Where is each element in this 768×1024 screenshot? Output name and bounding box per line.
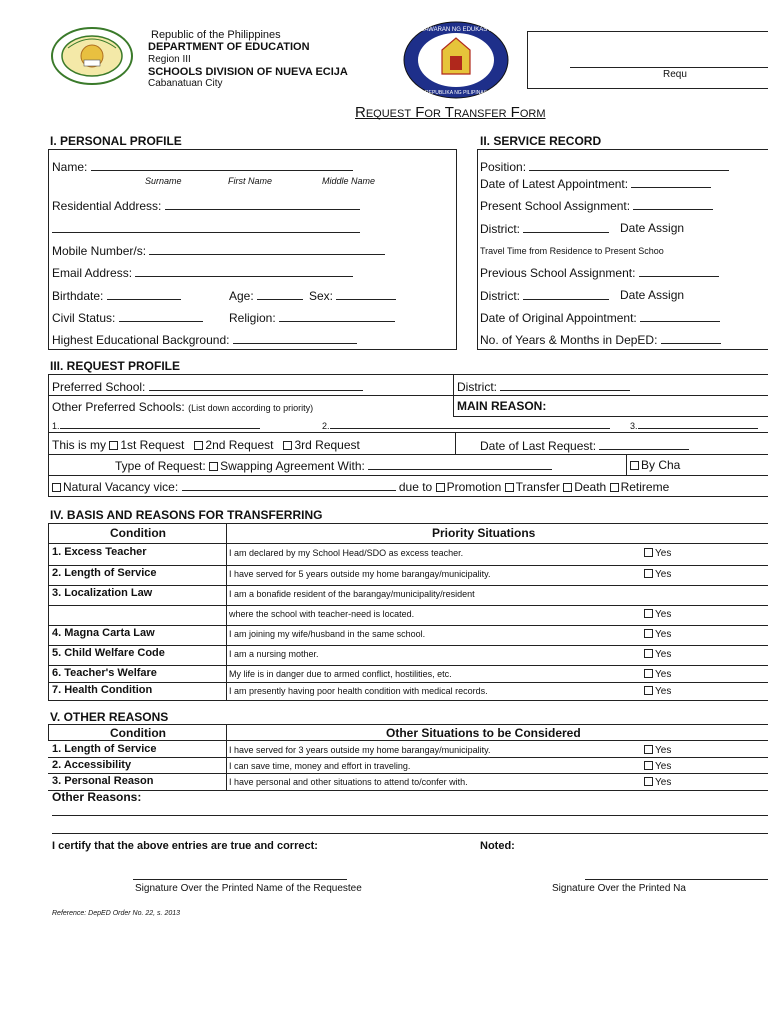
education-field[interactable] xyxy=(233,332,357,344)
other-col-situations: Other Situations to be Considered xyxy=(386,726,581,740)
other-row-row-divider xyxy=(48,773,768,774)
basis-row-condition: 1. Excess Teacher xyxy=(52,546,147,558)
other-row-row-divider xyxy=(48,790,768,791)
other-row-yes-label: Yes xyxy=(655,745,672,756)
latest-appointment-label: Date of Latest Appointment: xyxy=(480,176,711,191)
reference-note: Reference: DepED Order No. 22, s. 2013 xyxy=(52,910,181,917)
travel-time-label: Travel Time from Residence to Present Schoo xyxy=(480,246,664,256)
other-row-situation: I have served for 3 years outside my home barangay/municipality. xyxy=(229,745,491,755)
noted-signature-line[interactable] xyxy=(585,879,768,880)
basis-row-row-divider xyxy=(48,585,768,586)
basis-row-yes-label: Yes xyxy=(655,569,672,580)
basis-row-situation: I am a bonafide resident of the barangay/municipality/resident xyxy=(229,589,475,599)
basis-row-situation: I am a nursing mother. xyxy=(229,649,319,659)
previous-school-field[interactable] xyxy=(639,265,719,277)
service-record-heading: II. SERVICE RECORD xyxy=(480,134,602,148)
preferred-school-label: Preferred School: xyxy=(52,379,363,394)
preferred-school-field[interactable] xyxy=(149,379,363,391)
basis-row-row-divider xyxy=(48,565,768,566)
other-row-condition: 2. Accessibility xyxy=(52,759,132,771)
death-checkbox[interactable] xyxy=(563,483,572,492)
district-label: District: xyxy=(480,221,609,236)
other-reasons-line-2[interactable] xyxy=(52,833,768,834)
basis-row-yes-label: Yes xyxy=(655,609,672,620)
basis-row-condition: 2. Length of Service xyxy=(52,567,157,579)
basis-row-row-divider xyxy=(48,625,768,626)
other-col-condition: Condition xyxy=(110,726,166,740)
header-department: DEPARTMENT OF EDUCATION xyxy=(148,41,310,53)
basis-row-yes-option[interactable] xyxy=(644,548,671,559)
basis-row-yes-option[interactable] xyxy=(644,669,671,680)
basis-row-yes-checkbox[interactable] xyxy=(644,569,653,578)
basis-row-yes-label: Yes xyxy=(655,548,672,559)
basis-row-yes-checkbox[interactable] xyxy=(644,609,653,618)
middle-name-caption: Middle Name xyxy=(322,176,376,186)
religion-label: Religion: xyxy=(229,310,395,325)
other-row-yes-checkbox[interactable] xyxy=(644,777,653,786)
header-region: Region III xyxy=(148,54,191,65)
vacancy-checkbox[interactable] xyxy=(52,483,61,492)
seal-top-text: KAGAWARAN NG EDUKASYON xyxy=(411,27,501,33)
name-label: Name: xyxy=(52,159,353,174)
basis-row-yes-option[interactable] xyxy=(644,686,671,697)
header-republic: Republic of the Philippines xyxy=(151,29,281,41)
last-request-label: Date of Last Request: xyxy=(480,438,689,453)
other-row-situation: I can save time, money and effort in traveling. xyxy=(229,761,411,771)
district-field[interactable] xyxy=(523,221,609,233)
years-in-deped-label: No. of Years & Months in DepED: xyxy=(480,332,721,347)
basis-row-situation: I am presently having poor health condition with medical records. xyxy=(229,686,488,696)
other-row-yes-checkbox[interactable] xyxy=(644,761,653,770)
header-division: SCHOOLS DIVISION OF NUEVA ECIJA xyxy=(148,66,348,78)
other-school-3: 3. xyxy=(630,420,758,431)
swapping-checkbox[interactable] xyxy=(209,462,218,471)
header-city: Cabanatuan City xyxy=(148,78,223,89)
basis-row-yes-label: Yes xyxy=(655,686,672,697)
last-request-field[interactable] xyxy=(599,438,689,450)
basis-row-yes-label: Yes xyxy=(655,649,672,660)
mobile-field[interactable] xyxy=(149,243,385,255)
other-reasons-line-1[interactable] xyxy=(52,815,768,816)
basis-row-row-divider xyxy=(48,682,768,683)
division-seal-logo xyxy=(50,26,134,86)
request-count-row: This is my 1st Request 2nd Request 3rd Request xyxy=(52,438,360,452)
basis-row-yes-checkbox[interactable] xyxy=(644,669,653,678)
basis-heading: IV. BASIS AND REASONS FOR TRANSFERRING xyxy=(50,508,323,522)
basis-row-condition: 5. Child Welfare Code xyxy=(52,647,165,659)
basis-row-condition: 7. Health Condition xyxy=(52,684,153,696)
other-school-2-field[interactable] xyxy=(330,420,610,429)
basis-row-situation: where the school with teacher-need is located. xyxy=(229,609,415,619)
first-name-caption: First Name xyxy=(228,176,273,186)
basis-row-yes-label: Yes xyxy=(655,629,672,640)
civil-status-label: Civil Status: xyxy=(52,310,203,325)
other-row-condition: 1. Length of Service xyxy=(52,743,157,755)
main-reason-label: MAIN REASON: xyxy=(457,399,547,413)
by-cha-checkbox[interactable] xyxy=(630,461,639,470)
mobile-label: Mobile Number/s: xyxy=(52,243,385,258)
basis-row-situation: I am declared by my School Head/SDO as excess teacher. xyxy=(229,548,464,558)
other-row-row-divider xyxy=(48,757,768,758)
retirement-checkbox[interactable] xyxy=(610,483,619,492)
date-assign-label: Date Assign xyxy=(620,221,685,235)
seal-bottom-text: REPUBLIKA NG PILIPINAS xyxy=(425,90,487,96)
surname-caption: Surname xyxy=(145,176,182,186)
original-appointment-label: Date of Original Appointment: xyxy=(480,310,720,325)
age-label: Age: xyxy=(229,288,303,303)
email-label: Email Address: xyxy=(52,265,353,280)
by-cha-row: By Cha xyxy=(630,458,680,472)
district-2-label: District: xyxy=(480,288,609,303)
basis-row-yes-checkbox[interactable] xyxy=(644,629,653,638)
original-appointment-field[interactable] xyxy=(640,310,720,322)
position-label: Position: xyxy=(480,159,729,174)
other-row-yes-checkbox[interactable] xyxy=(644,745,653,754)
other-row-situation: I have personal and other situations to attend to/confer with. xyxy=(229,777,468,787)
basis-row-condition: 3. Localization Law xyxy=(52,587,153,599)
requestee-signature-caption: Signature Over the Printed Name of the Requestee xyxy=(135,883,362,894)
present-school-label: Present School Assignment: xyxy=(480,198,713,213)
basis-col-situations: Priority Situations xyxy=(432,526,536,540)
basis-row-yes-option[interactable] xyxy=(644,649,671,660)
other-row-yes-option[interactable] xyxy=(644,745,671,756)
address-label: Residential Address: xyxy=(52,198,360,213)
other-preferred-label: Other Preferred Schools: (List down according to priority) xyxy=(52,400,314,414)
birthdate-label: Birthdate: xyxy=(52,288,181,303)
basis-row-yes-label: Yes xyxy=(655,669,672,680)
basis-row-row-divider xyxy=(48,645,768,646)
age-field[interactable] xyxy=(257,288,303,300)
other-row-condition: 3. Personal Reason xyxy=(52,775,154,787)
other-reasons-label: Other Reasons: xyxy=(52,790,142,804)
other-row-yes-option[interactable] xyxy=(644,777,671,788)
other-reasons-heading: V. OTHER REASONS xyxy=(50,710,169,724)
religion-field[interactable] xyxy=(279,310,395,322)
latest-appointment-field[interactable] xyxy=(631,176,711,188)
control-number-line xyxy=(570,67,768,68)
other-school-1: 1. xyxy=(52,420,260,431)
deped-seal-logo xyxy=(402,20,510,100)
name-field[interactable] xyxy=(91,159,353,171)
education-label: Highest Educational Background: xyxy=(52,332,357,347)
request-type-row: Type of Request: Swapping Agreement With: xyxy=(115,458,552,473)
noted-signature-caption: Signature Over the Printed Na xyxy=(552,883,686,894)
request-district-label: District: xyxy=(457,379,630,394)
swapping-field[interactable] xyxy=(368,458,552,470)
control-number-label: Requ xyxy=(663,69,687,80)
form-title: Request For Transfer Form xyxy=(355,104,546,121)
other-row-yes-label: Yes xyxy=(655,761,672,772)
basis-row-row-divider xyxy=(48,605,768,606)
sex-label: Sex: xyxy=(309,288,396,303)
sex-field[interactable] xyxy=(336,288,396,300)
vacancy-field[interactable] xyxy=(182,479,396,491)
vacancy-row: Natural Vacancy vice: due to Promotion Transfer Death Retireme xyxy=(52,479,669,494)
noted-label: Noted: xyxy=(480,840,515,852)
third-request-checkbox[interactable] xyxy=(283,441,292,450)
requestee-signature-line[interactable] xyxy=(133,879,347,880)
basis-col-condition: Condition xyxy=(110,526,166,540)
request-profile-heading: III. REQUEST PROFILE xyxy=(50,359,181,373)
basis-row-row-divider xyxy=(48,665,768,666)
years-in-deped-field[interactable] xyxy=(661,332,721,344)
position-field[interactable] xyxy=(529,159,729,171)
basis-row-yes-checkbox[interactable] xyxy=(644,686,653,695)
address-line-2[interactable] xyxy=(52,232,360,233)
basis-row-yes-checkbox[interactable] xyxy=(644,649,653,658)
basis-row-yes-option[interactable] xyxy=(644,569,671,580)
present-school-field[interactable] xyxy=(633,198,713,210)
civil-status-field[interactable] xyxy=(119,310,203,322)
district-2-field[interactable] xyxy=(523,288,609,300)
transfer-checkbox[interactable] xyxy=(505,483,514,492)
other-school-2: 2. xyxy=(322,420,610,431)
other-school-1-field[interactable] xyxy=(60,420,260,429)
basis-row-situation: My life is in danger due to armed conflict, hostilities, etc. xyxy=(229,669,452,679)
address-field[interactable] xyxy=(165,198,360,210)
email-field[interactable] xyxy=(135,265,353,277)
certify-statement: I certify that the above entries are true and correct: xyxy=(52,840,318,852)
other-row-yes-option[interactable] xyxy=(644,761,671,772)
birthdate-field[interactable] xyxy=(107,288,181,300)
basis-row-situation: I am joining my wife/husband in the same school. xyxy=(229,629,426,639)
second-request-checkbox[interactable] xyxy=(194,441,203,450)
promotion-checkbox[interactable] xyxy=(436,483,445,492)
basis-row-situation: I have served for 5 years outside my home barangay/municipality. xyxy=(229,569,491,579)
personal-profile-heading: I. PERSONAL PROFILE xyxy=(50,134,182,148)
first-request-checkbox[interactable] xyxy=(109,441,118,450)
basis-row-condition: 4. Magna Carta Law xyxy=(52,627,155,639)
other-school-3-field[interactable] xyxy=(638,420,758,429)
control-number-box xyxy=(527,31,768,89)
basis-row-condition: 6. Teacher's Welfare xyxy=(52,667,157,679)
other-row-yes-label: Yes xyxy=(655,777,672,788)
request-district-field[interactable] xyxy=(500,379,630,391)
basis-row-yes-option[interactable] xyxy=(644,609,671,620)
basis-row-row-divider xyxy=(48,700,768,701)
basis-row-yes-option[interactable] xyxy=(644,629,671,640)
basis-row-yes-checkbox[interactable] xyxy=(644,548,653,557)
date-assign-2-label: Date Assign xyxy=(620,288,685,302)
previous-school-label: Previous School Assignment: xyxy=(480,265,719,280)
